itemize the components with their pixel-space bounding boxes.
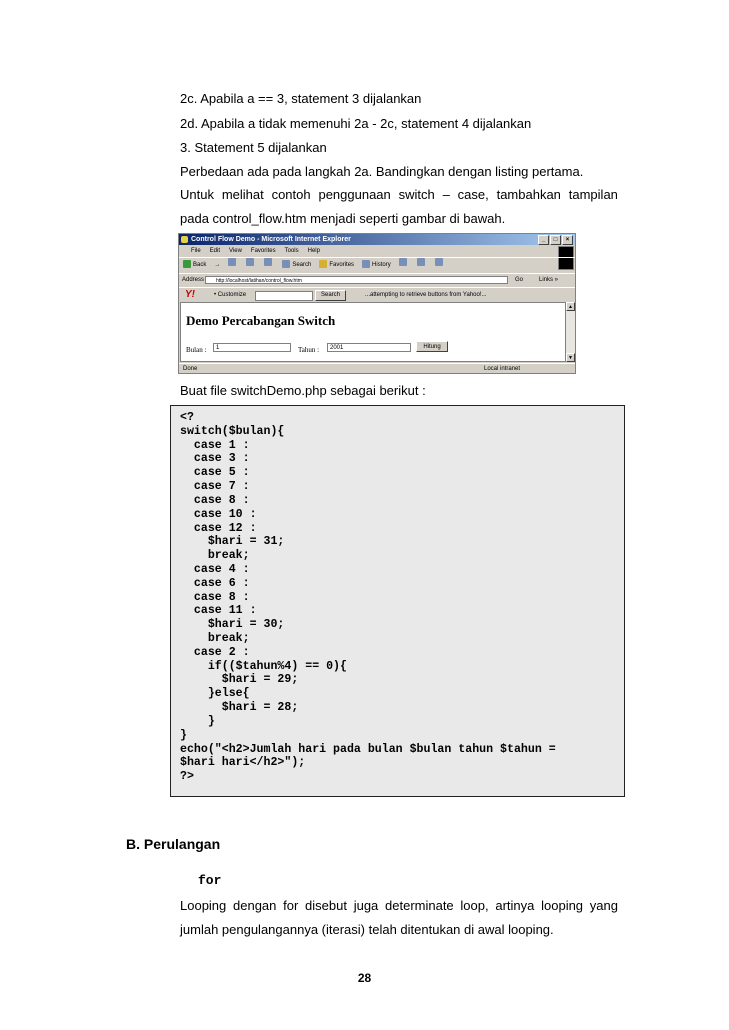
- page-content: [180, 302, 566, 362]
- tahun-input[interactable]: 2001: [327, 343, 411, 352]
- status-bar: [179, 363, 575, 373]
- scroll-down-icon[interactable]: ▼: [566, 353, 575, 362]
- yahoo-toolbar: [179, 287, 575, 302]
- maximize-button[interactable]: □: [550, 235, 561, 245]
- back-arrow-icon: [183, 260, 191, 268]
- ie-logo-icon: [181, 236, 188, 243]
- word: tampilan: [568, 187, 618, 202]
- word: artinya: [495, 898, 535, 913]
- word: melihat: [221, 187, 264, 202]
- edit-icon[interactable]: [435, 258, 443, 266]
- scroll-up-icon[interactable]: ▲: [566, 302, 575, 311]
- word: –: [442, 187, 450, 202]
- paragraph-switch-line2: pada control_flow.htm menjadi seperti gambar di bawah.: [180, 211, 506, 226]
- menu-file[interactable]: File: [191, 248, 201, 254]
- minimize-button[interactable]: _: [538, 235, 549, 245]
- home-icon[interactable]: [264, 258, 272, 266]
- text-line-2d: 2d. Apabila a tidak memenuhi 2a - 2c, statement 4 dijalankan: [180, 116, 532, 131]
- code-listing: [170, 405, 625, 797]
- customize-button[interactable]: • Customize: [214, 292, 247, 298]
- menu-favorites[interactable]: Favorites: [250, 248, 276, 254]
- menu-tools[interactable]: Tools: [284, 248, 299, 254]
- tahun-label: Tahun :: [298, 346, 320, 354]
- paragraph-for-line2: jumlah pengulangannya (iterasi) telah ditentukan di awal looping.: [180, 922, 554, 937]
- back-button[interactable]: Back: [183, 258, 206, 271]
- word: disebut: [305, 898, 347, 913]
- yahoo-search-button[interactable]: Search: [315, 290, 346, 301]
- links-button[interactable]: Links »: [539, 277, 559, 283]
- word: switch: [398, 187, 435, 202]
- menu-bar: [179, 246, 575, 256]
- vertical-scrollbar[interactable]: [566, 302, 575, 362]
- browser-screenshot: [178, 233, 576, 374]
- close-button[interactable]: ×: [562, 235, 573, 245]
- forward-button[interactable]: →: [214, 262, 221, 268]
- window-title: Control Flow Demo - Microsoft Internet Explorer: [191, 236, 351, 243]
- word: Untuk: [180, 187, 214, 202]
- print-icon[interactable]: [417, 258, 425, 266]
- sub-heading: for: [198, 873, 222, 888]
- word: determinate: [385, 898, 454, 913]
- text-line-3: 3. Statement 5 dijalankan: [180, 140, 327, 155]
- paragraph-for-line1: [180, 898, 618, 914]
- caption-file: Buat file switchDemo.php sebagai berikut :: [180, 383, 426, 398]
- toolbar: [179, 257, 575, 271]
- address-label: Address: [182, 277, 205, 283]
- stop-icon[interactable]: [228, 258, 236, 266]
- star-icon: [319, 260, 327, 268]
- yahoo-status-message: ...attempting to retrieve buttons from Yahoo!...: [365, 292, 487, 298]
- bulan-input[interactable]: 1: [213, 343, 291, 352]
- address-input[interactable]: http://localhost/latihan/control_flow.htm: [205, 276, 508, 284]
- go-button[interactable]: Go: [515, 277, 524, 283]
- word: contoh: [271, 187, 311, 202]
- yahoo-logo[interactable]: Y!: [185, 289, 195, 300]
- hitung-button[interactable]: Hitung: [416, 341, 448, 352]
- bulan-label: Bulan :: [186, 346, 207, 354]
- mail-icon[interactable]: [399, 258, 407, 266]
- yahoo-search-input[interactable]: [255, 291, 313, 301]
- word: dengan: [233, 898, 277, 913]
- search-icon: [282, 260, 290, 268]
- word: tambahkan: [496, 187, 561, 202]
- word: for: [283, 898, 299, 913]
- menu-view[interactable]: View: [229, 248, 242, 254]
- refresh-icon[interactable]: [246, 258, 254, 266]
- address-bar: [179, 273, 575, 286]
- menu-edit[interactable]: Edit: [209, 248, 221, 254]
- history-icon: [362, 260, 370, 268]
- favorites-button[interactable]: Favorites: [319, 258, 354, 271]
- title-bar: [179, 234, 575, 245]
- word: looping: [541, 898, 584, 913]
- word: yang: [589, 898, 618, 913]
- search-button[interactable]: Search: [282, 258, 311, 271]
- menu-help[interactable]: Help: [307, 248, 320, 254]
- text-line-2c: 2c. Apabila a == 3, statement 3 dijalankan: [180, 91, 422, 106]
- status-zone: Local intranet: [484, 366, 521, 372]
- code-text: <? switch($bulan){ case 1 : case 3 : case 5 : case 7 : case 8 : case 10 : case 12 : $hari = 31; break; case 4 : case 6 : case 8 : case 11 : $hari = 30; break; case 2 : if(($tahun%4) == 0){ $hari = 29; }else{ $hari = 28; } } echo("<h2>Jumlah hari pada bulan $bulan tahun $tahun = $hari hari</h2>"); ?>: [180, 411, 556, 784]
- history-button[interactable]: History: [362, 258, 391, 271]
- word: juga: [353, 898, 379, 913]
- page-heading: Demo Percabangan Switch: [186, 313, 336, 328]
- section-heading: B. Perulangan: [126, 836, 221, 852]
- word: loop,: [460, 898, 489, 913]
- paragraph-switch-line1: [180, 187, 618, 203]
- page-number: 28: [357, 971, 372, 985]
- status-text: Done: [183, 366, 198, 372]
- word: case,: [457, 187, 489, 202]
- text-line-perbedaan: Perbedaan ada pada langkah 2a. Bandingkan dengan listing pertama.: [180, 164, 584, 179]
- word: Looping: [180, 898, 227, 913]
- word: penggunaan: [318, 187, 391, 202]
